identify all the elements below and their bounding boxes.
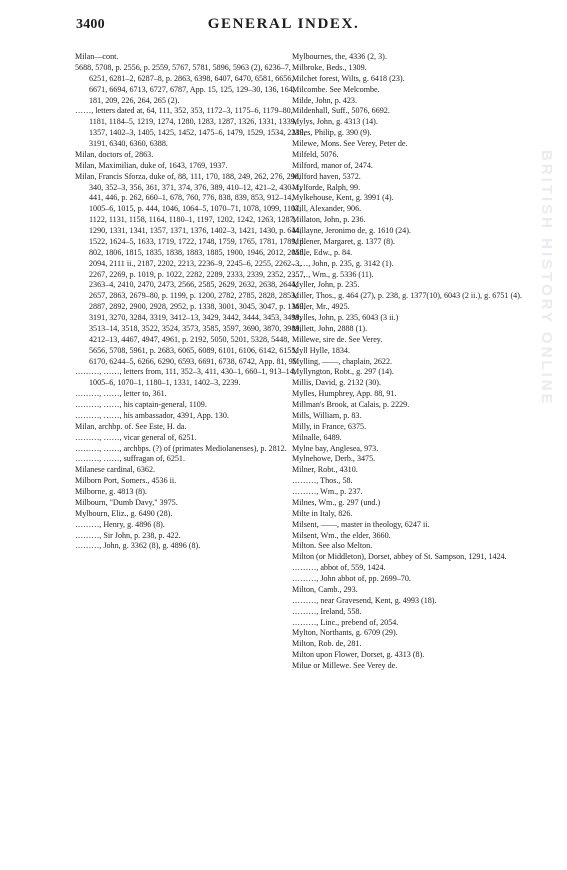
index-entry: ………, Ireland, 558. [292,606,362,616]
index-entry: Mylton, Northants, g. 6709 (29). [292,628,398,638]
index-entry: ………, ……, letters from, 111, 352–3, 411, 430–1, 660–1, 913–14, 1005–6, 1070–1, 1180–1, 1331, 1402–3, 2239. [75,367,296,388]
index-entry: Millayne, Jeronimo de, g. 1610 (24). [292,226,411,235]
index-entry: Mylnehowe, Derb., 3475. [292,454,376,464]
index-entry: ………, Sir John, p. 238, p. 422. [75,530,181,540]
page-header [0,0,567,40]
left-index-column [75,52,307,552]
index-entry: Milborne, g. 4813 (8). [75,487,147,496]
index-entry: Milner, Robt., 4310. [292,465,358,475]
index-entry: Mylles, Humphrey, App. 88, 91. [292,389,397,399]
index-entry: Milan, doctors of, 2863. [75,149,154,159]
index-entry: Milfeld, 5076. [292,149,339,159]
page-number: 3400 [76,17,105,32]
index-entry: ………, John, g. 3362 (8), g. 4896 (8). [75,541,201,551]
index-entry: Mills, William, p. 83. [292,410,362,420]
index-entry: Milton (or Middleton), Dorset, abbey of St. Sampson, 1291, 1424. [292,552,507,562]
index-entry: ………, Henry, g. 4896 (8). [75,519,165,529]
index-entry: ……, letters dated at, 64, 111, 352, 353, 1172–3, 1175–6, 1179–80, 1181, 1184–5, 1219, 1274, 1280, 1283, 1287, 1326, 1331, 1339, 1357, 1402–3, 1405, 1425, 1452, 1475–6, 1479, 1529, 1534, 2239, 3191, 6340, 6360, 6388. [75,106,306,148]
index-entry: Milcombe. See Melcombe. [292,84,380,94]
index-entry: ………, Wm., p. 237. [292,487,363,496]
index-entry: Milanese cardinal, 6362. [75,465,156,475]
index-entry: Milan, archbp. of. See Este, H. da. [75,421,187,431]
index-entry: Millett, John, 2888 (1). [292,323,368,333]
index-entry: Milton upon Flower, Dorset, g. 4313 (8). [292,650,425,660]
index-entry: Myll Hylle, 1834. [292,345,351,355]
index-entry: Milan, Maximilian, duke of, 1643, 1769, 1937. [75,160,228,170]
index-entry: Mylling, ——, chaplain, 2622. [292,356,393,366]
index-entry: Milnalle, 6489. [292,432,342,442]
index-entry: ………, John abbot of, pp. 2699–70. [292,574,411,583]
index-entry: Milton. See also Melton. [292,541,373,551]
index-entry: Mylles, John, p. 235, 6043 (3 ii.) [292,313,399,322]
index-entry: Milsent, Wm., the elder, 3660. [292,530,391,540]
index-entry: Millener, Margaret, g. 1377 (8). [292,236,395,246]
index-entry: Mylkehouse, Kent, g. 3991 (4). [292,193,394,203]
index-entry: ………, ……, letter to, 361. [75,389,167,399]
index-entry: Milue or Millewe. See Verey de. [292,661,398,670]
index-entry: Millewe, sire de. See Verey. [292,334,383,344]
index-entry: Mylforde, Ralph, 99. [292,182,361,192]
index-entry: Millis, David, g. 2132 (30). [292,378,382,388]
index-entry: Mill, Alexander, 906. [292,204,362,214]
index-entry: ………, Thos., 58. [292,476,353,486]
index-entry: Mylbourn, Eliz., g. 6490 (28). [75,508,173,518]
index-entry: Mille, Edw., p. 84. [292,247,353,257]
index-entry: Miller, Thos., g. 464 (27), p. 238, g. 1377(10), 6043 (2 ii.), g. 6751 (4). [292,291,522,301]
index-entry: Milford, manor of, 2474. [292,160,373,170]
index-entry: Milbroke, Beds., 1309. [292,62,367,72]
index-entry: ………, Linc., prebend of, 2054. [292,617,399,627]
index-entry: Myllyngton, Robt., g. 297 (14). [292,367,394,377]
index-entry: Miller, Mr., 4925. [292,302,350,312]
index-entry: Mildenhall, Suff., 5076, 6692. [292,106,390,116]
index-entry: Milbourn, "Dumb Davy," 3975. [75,497,178,507]
index-entry: Milte in Italy, 826. [292,508,353,518]
index-entry: Mylne bay, Anglesea, 973. [292,443,379,453]
index-entry: Milsent, ——, master in theology, 6247 ii. [292,519,430,529]
index-entry: ………, ……, archbps. (?) of (primates Mediolanenses), p. 2812. [75,443,287,453]
index-entry: Milborn Port, Somers., 4536 ii. [75,476,177,486]
index-entry: Milnes, Wm., g. 297 (und.) [292,497,381,507]
index-entry: Milton, Camb., 293. [292,584,358,594]
index-entry: ……, Wm., g. 5336 (11). [292,269,374,279]
index-entry: Miles, Philip, g. 390 (9). [292,128,372,138]
index-entry: Mylbournes, the, 4336 (2, 3). [292,52,387,61]
index-entry: 5688, 5708, p. 2556, p. 2559, 5767, 5781, 5896, 5963 (2), 6236–7, 6251, 6281–2, 6287–8, p. 2863, 6398, 6407, 6470, 6581, 6656, 6671, 6694, 6713, 6727, 6787, App. 15, 125, 129–30, 136, 164, 181, 209, 226, 264, 265 (2). [75,62,295,105]
index-entry: Millaton, John, p. 236. [292,215,366,225]
index-entry: ……, John, p. 235, g. 3142 (1). [292,258,394,268]
index-entry: ………, near Gravesend, Kent, g. 4993 (18). [292,595,437,605]
index-entry: ………, abbot of, 559, 1424. [292,563,386,573]
index-entry: ………, ……, vicar general of, 6251. [75,432,197,442]
index-entry: Milly, in France, 6375. [292,421,367,431]
watermark: BRITISH HISTORY ONLINE [538,150,555,407]
index-entry: Mylys, John, g. 4313 (14). [292,117,378,127]
index-entry: Milford haven, 5372. [292,171,361,181]
index-entry: ………, ……, his ambassador, 4391, App. 130. [75,410,229,420]
index-entry: Milan, Francis Sforza, duke of, 88, 111, 170, 188, 249, 262, 276, 296, 340, 352–3, 356, 361, 371, 374, 376, 389, 410–12, 421–2, 430–1, 441, 446, p. 262, 660–1, 678, 760, 776, 838, 839, 853, 912–14, 1005–6, 1015, p. 444, 1046, 1064–5, 1070–71, 1078, 1099, 1107, 1122, 1131, 1158, 1164, 1180–1, 1197, 1202, 1242, 1263, 1287, 1290, 1331, 1341, 1357, 1371, 1376, 1402–3, 1421, 1430, p. 644, 1522, 1624–5, 1633, 1719, 1722, 1748, 1759, 1765, 1781, 1789, p. 802, 1806, 1815, 1835, 1838, 1883, 1885, 1900, 1946, 2012, 2058, 2094, 2111 ii., 2187, 2202, 2213, 2236–9, 2245–6, 2255, 2262–3, 2267, 2269, p. 1019, p. 1022, 2282, 2289, 2333, 2339, 2352, 2357, 2363–4, 2410, 2470, 2473, 2566, 2585, 2629, 2632, 2638, 2644, 2657, 2863, 2679–80, p. 1199, p. 1200, 2782, 2785, 2828, 2853, 2887, 2892, 2900, 2928, 2952, p. 1338, 3001, 3045, 3047, p. 1369, 3191, 3270, 3284, 3319, 3412–13, 3429, 3442, 3444, 3453, 3499, 3513–14, 3518, 3522, 3524, 3573, 3585, 3597, 3690, 3870, 3989, 4212–13, 4467, 4947, 4961, p. 2192, 5050, 5201, 5328, 5448, 5656, 5708, 5961, p. 2683, 6065, 6089, 6101, 6106, 6142, 6155, 6170, 6244–5, 6266, 6290, 6593, 6691, 6738, 6742, App. 81, 95. [75,171,306,366]
right-index-column [292,52,524,672]
running-title: GENERAL INDEX. [207,16,360,32]
index-entry: Millman's Brook, at Calais, p. 2229. [292,400,410,409]
index-entry: Milde, John, p. 423. [292,95,357,105]
index-entry: Milewe, Mons. See Verey, Peter de. [292,139,408,148]
index-entry: Milchet forest, Wilts, g. 6418 (23). [292,73,405,83]
index-entry: ………, ……, his captain-general, 1109. [75,400,207,409]
index-entry: ………, ……, suffragan of, 6251. [75,454,186,464]
index-entry: Milan—cont. [75,52,119,61]
index-entry: Milton, Rob. de, 281. [292,639,362,649]
index-entry: Myller, John, p. 235. [292,280,360,290]
